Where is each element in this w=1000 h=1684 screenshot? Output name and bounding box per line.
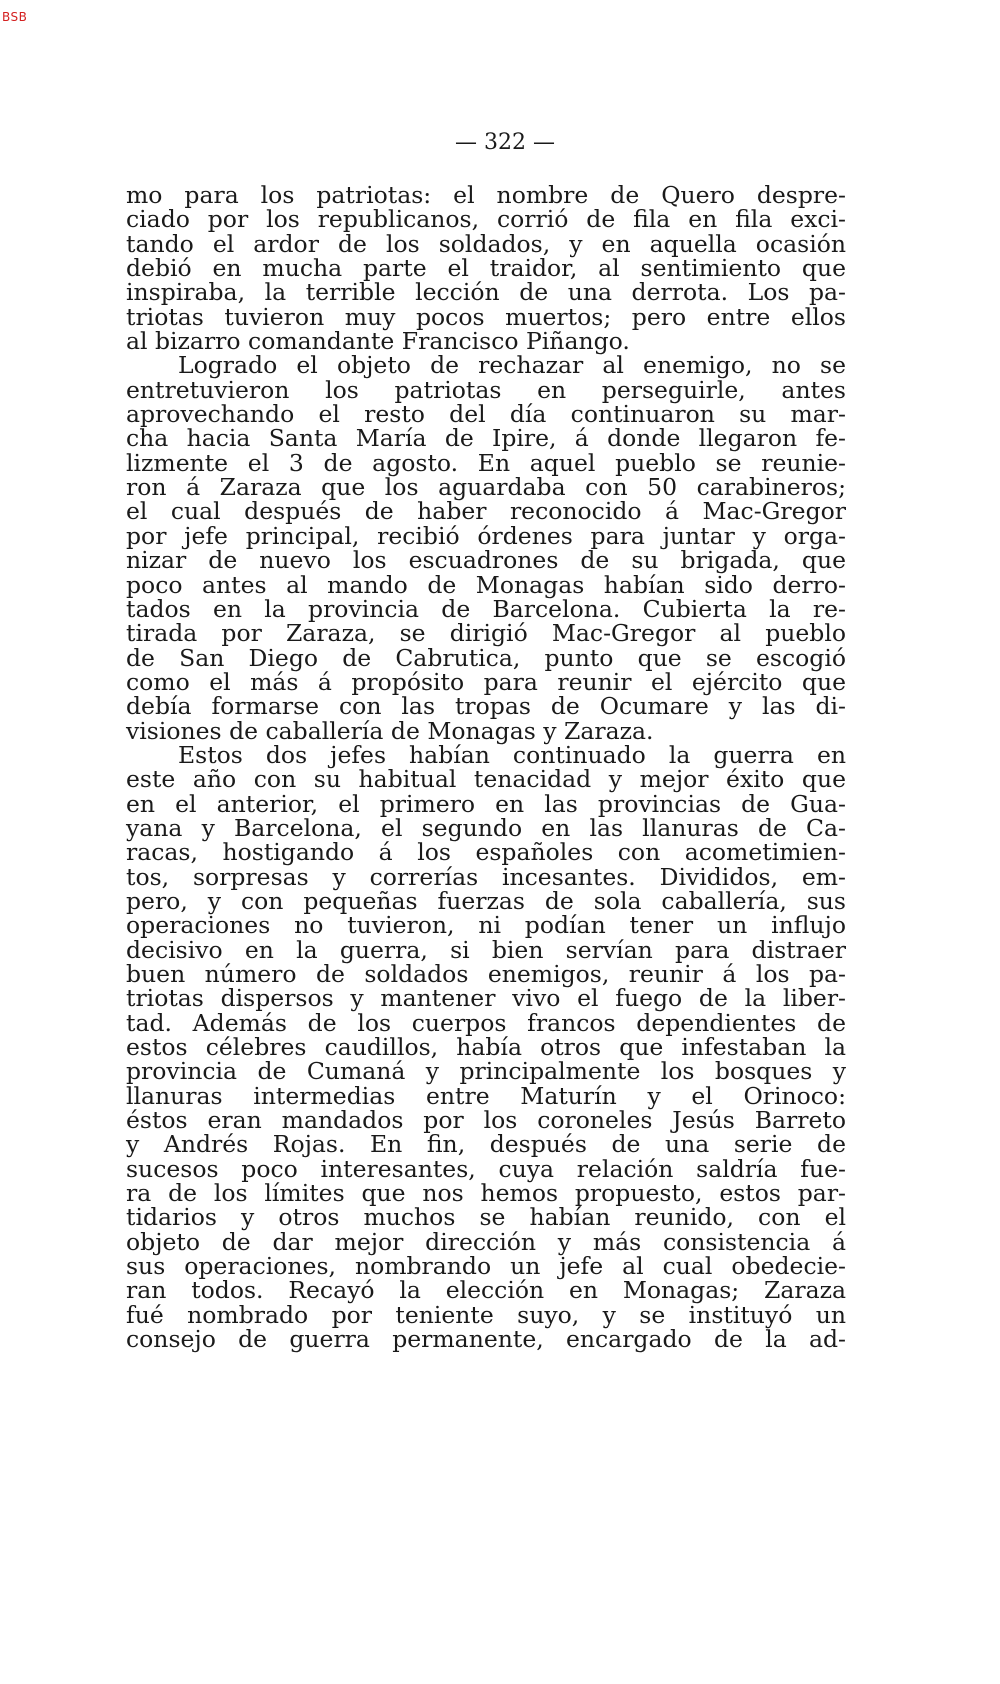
text-line: aprovechando el resto del día continuaron su mar- [126,400,846,429]
text-line: ron á Zaraza que los aguardaba con 50 carabineros; [126,473,846,502]
text-line: buen número de soldados enemigos, reunir á los pa- [126,960,846,988]
text-line: éstos eran mandados por los coroneles Jesús Barreto [126,1106,846,1135]
text-line: racas, hostigando á los españoles con acometimien- [126,838,846,867]
text-line: y Andrés Rojas. En fin, después de una serie de [126,1130,846,1159]
text-line: como el más á propósito para reunir el ejército que [126,667,846,696]
text-line: triotas dispersos y mantener vivo el fuego de la liber- [126,984,846,1013]
text-line: lizmente el 3 de agosto. En aquel pueblo se reunie- [126,448,846,477]
text-line: ran todos. Recayó la elección en Monagas; Zaraza [126,1276,846,1305]
text-line: fué nombrado por teniente suyo, y se instituyó un [126,1300,846,1329]
text-line: llanuras intermedias entre Maturín y el Orinoco: [126,1081,846,1110]
text-line: tando el ardor de los soldados, y en aquella ocasión [126,229,846,258]
text-line: en el anterior, el primero en las provincias de Gua- [126,789,846,818]
text-line: debía formarse con las tropas de Ocumare y las di- [126,692,846,721]
text-line: inspiraba, la terrible lección de una derrota. Los pa- [126,278,846,307]
text-line: ra de los límites que nos hemos propuesto, estos par- [126,1179,846,1208]
library-watermark: BSB [2,10,28,24]
text-line: estos célebres caudillos, había otros que infestaban la [126,1033,846,1062]
text-line: este año con su habitual tenacidad y mejor éxito que [126,765,846,794]
text-line: operaciones no tuvieron, ni podían tener un influjo [126,911,846,940]
text-line: Logrado el objeto de rechazar al enemigo, no se [178,351,846,380]
text-line: Estos dos jefes habían continuado la guerra en [178,740,846,769]
text-line: provincia de Cumaná y principalmente los bosques y [126,1057,846,1086]
body-text [126,183,846,1352]
text-line: sucesos poco interesantes, cuya relación saldría fue- [126,1154,846,1183]
text-line: tados en la provincia de Barcelona. Cubierta la re- [126,594,846,623]
text-line: poco antes al mando de Monagas habían sido derro- [126,570,846,599]
text-line: el cual después de haber reconocido á Mac-Gregor [126,497,846,526]
text-line: entretuvieron los patriotas en perseguirle, antes [126,375,846,404]
text-line: de San Diego de Cabrutica, punto que se escogió [126,643,846,672]
text-line: mo para los patriotas: el nombre de Quero despre- [126,181,846,209]
text-line: pero, y con pequeñas fuerzas de sola caballería, sus [126,886,846,915]
text-line: yana y Barcelona, el segundo en las llanuras de Ca- [126,813,846,842]
text-line: debió en mucha parte el traidor, al sentimiento que [126,254,846,283]
text-line: objeto de dar mejor dirección y más consistencia á [126,1227,846,1256]
text-line: cha hacia Santa María de Ipire, á donde llegaron fe- [126,424,846,453]
text-line: visiones de caballería de Monagas y Zaraza. [126,716,654,745]
text-line: consejo de guerra permanente, encargado de la ad- [126,1325,846,1354]
text-line: tirada por Zaraza, se dirigió Mac-Gregor al pueblo [126,619,846,648]
text-line: sus operaciones, nombrando un jefe al cual obedecie- [126,1252,846,1281]
text-line: tad. Además de los cuerpos francos dependientes de [126,1008,846,1037]
page-number: — 322 — [455,130,555,155]
text-line: por jefe principal, recibió órdenes para juntar y orga- [126,521,846,550]
text-line: tos, sorpresas y correrías incesantes. Divididos, em- [126,862,846,891]
text-line: ciado por los republicanos, corrió de fila en fila exci- [126,205,846,234]
text-line: al bizarro comandante Francisco Piñango. [126,327,630,356]
text-line: triotas tuvieron muy pocos muertos; pero entre ellos [126,302,846,331]
text-line: decisivo en la guerra, si bien servían para distraer [126,935,846,964]
text-line: nizar de nuevo los escuadrones de su brigada, que [126,546,846,575]
text-line: tidarios y otros muchos se habían reunido, con el [126,1203,846,1232]
